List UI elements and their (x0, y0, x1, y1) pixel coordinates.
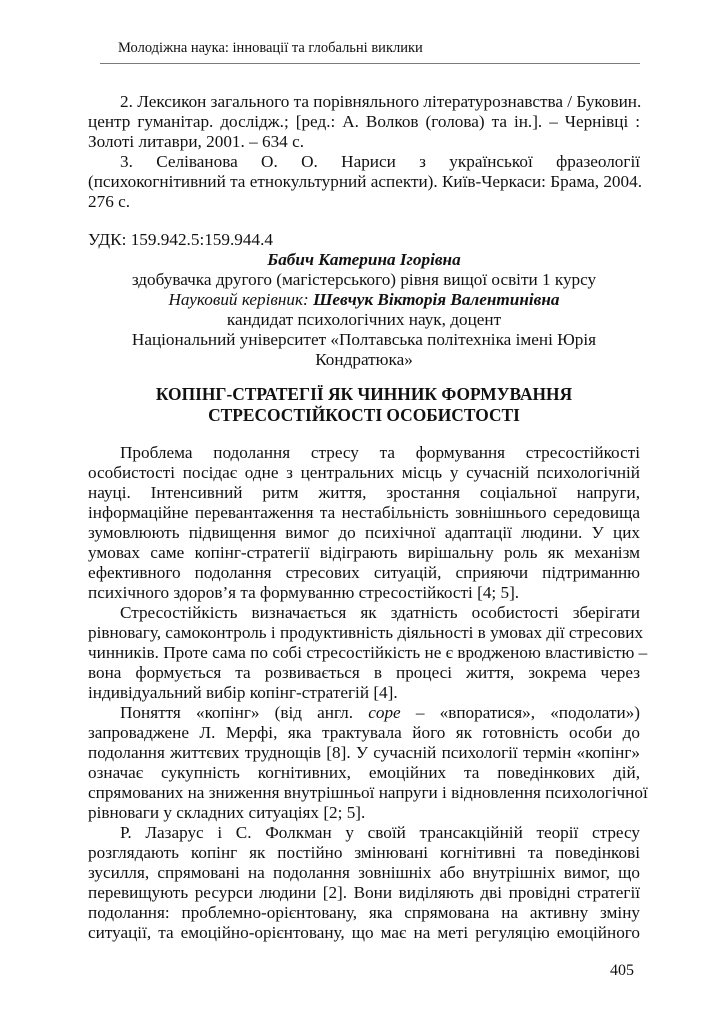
header-divider (100, 63, 640, 64)
supervisor-degree: кандидат психологічних наук, доцент (226, 310, 502, 329)
p3-text: Поняття «копінг» (від англ. (120, 703, 369, 722)
p3-line (120, 703, 640, 723)
reference-2-line-3: Золоті литаври, 2001. – 634 с. (88, 132, 304, 151)
p2-line: рівновагу, самоконтроль і продуктивність діяльності в умовах дії стресових (88, 623, 644, 642)
author-status: здобувачка другого (магістерського) рівня вищої освіти 1 курсу (131, 270, 597, 289)
page-number: 405 (610, 962, 634, 979)
p2-line: Стресостійкість визначається як здатність особистості зберігати (120, 603, 640, 622)
p1-line: психічного здоров’я та формуванню стресостійкості [4; 5]. (88, 583, 520, 602)
p1-line: інформаційне перевантаження та нестабільність зовнішнього середовища (88, 503, 640, 522)
p1-line: умовах саме копінг-стратегії відіграють вирішальну роль як механізм (88, 543, 640, 562)
p1-line: особистості посідає одне з центральних місць у сучасній психологічній (88, 463, 640, 482)
supervisor-label: Науковий керівник: (168, 290, 314, 309)
running-header: Молодіжна наука: інновації та глобальні виклики (118, 40, 423, 56)
reference-3-line-1: 3. Селіванова О. О. Нариси з української фразеології (120, 152, 640, 171)
p3-italic-term: cope (368, 703, 401, 722)
university-line-1: Національний університет «Полтавська політехніка імені Юрія (131, 330, 597, 349)
p4-line: перевищують ресурси людини [2]. Вони виділяють дві провідні стратегії (88, 883, 640, 902)
p4-line: розглядають копінг як постійно змінювані когнітивні та поведінкові (88, 843, 640, 862)
reference-2-line-1: 2. Лексикон загального та порівняльного літературознавства / Буковин. (120, 92, 642, 111)
p2-line: індивідуальний вибір копінг-стратегій [4]. (88, 683, 398, 702)
p1-line: Проблема подолання стресу та формування стресостійкості (120, 443, 640, 462)
supervisor-name: Шевчук Вікторія Валентинівна (313, 290, 560, 309)
p4-line: ситуації, та емоційно-орієнтовану, що має на меті регуляцію емоційного (88, 923, 640, 942)
p3-line: запроваджене Л. Мерфі, яка трактувала його як готовність особи до (88, 723, 640, 742)
p3-text: – «впоратися», «подолати») (400, 703, 641, 722)
article-title-line-2: СТРЕСОСТІЙКОСТІ ОСОБИСТОСТІ (208, 405, 520, 425)
reference-3-line-2: (психокогнітивний та етнокультурний аспекти). Київ-Черкаси: Брама, 2004. (88, 172, 643, 191)
article-title-line-1: КОПІНГ-СТРАТЕГІЇ ЯК ЧИННИК ФОРМУВАННЯ (155, 384, 573, 404)
p1-line: ефективного подолання стресових ситуацій, сприяючи підтриманню (88, 563, 640, 582)
p3-line: подолання життєвих труднощів [8]. У сучасній психології термін «копінг» (88, 743, 640, 762)
p3-line: означає сукупність когнітивних, емоційних та поведінкових дій, (88, 763, 640, 782)
p3-line: спрямованих на зниження внутрішньої напруги і відновлення психологічної (88, 783, 648, 802)
p4-line: Р. Лазарус і С. Фолкман у своїй трансакційній теорії стресу (120, 823, 640, 842)
p2-line: вона формується та розвивається в процесі життя, зокрема через (88, 663, 640, 682)
university-line-2: Кондратюка» (315, 350, 413, 369)
p1-line: зумовлюють підвищення вимог до психічної адаптації людини. У цих (88, 523, 640, 542)
reference-2-line-2: центр гуманітар. дослідж.; [ред.: А. Волков (голова) та ін.]. – Чернівці : (88, 112, 640, 131)
p1-line: науці. Інтенсивний ритм життя, зростання соціальної напруги, (88, 483, 640, 502)
p3-line: рівноваги у складних ситуаціях [2; 5]. (88, 803, 366, 822)
reference-3-line-3: 276 с. (88, 192, 131, 211)
p2-line: чинників. Проте сама по собі стресостійкість не є вродженою властивістю – (88, 643, 648, 662)
udk-code: УДК: 159.942.5:159.944.4 (88, 230, 273, 249)
p4-line: зусилля, спрямовані на подолання зовнішніх або внутрішніх вимог, що (88, 863, 640, 882)
author-name: Бабич Катерина Ігорівна (267, 250, 461, 269)
p4-line: подолання: проблемно-орієнтовану, яка спрямована на активну зміну (88, 903, 640, 922)
supervisor-line (88, 290, 640, 310)
